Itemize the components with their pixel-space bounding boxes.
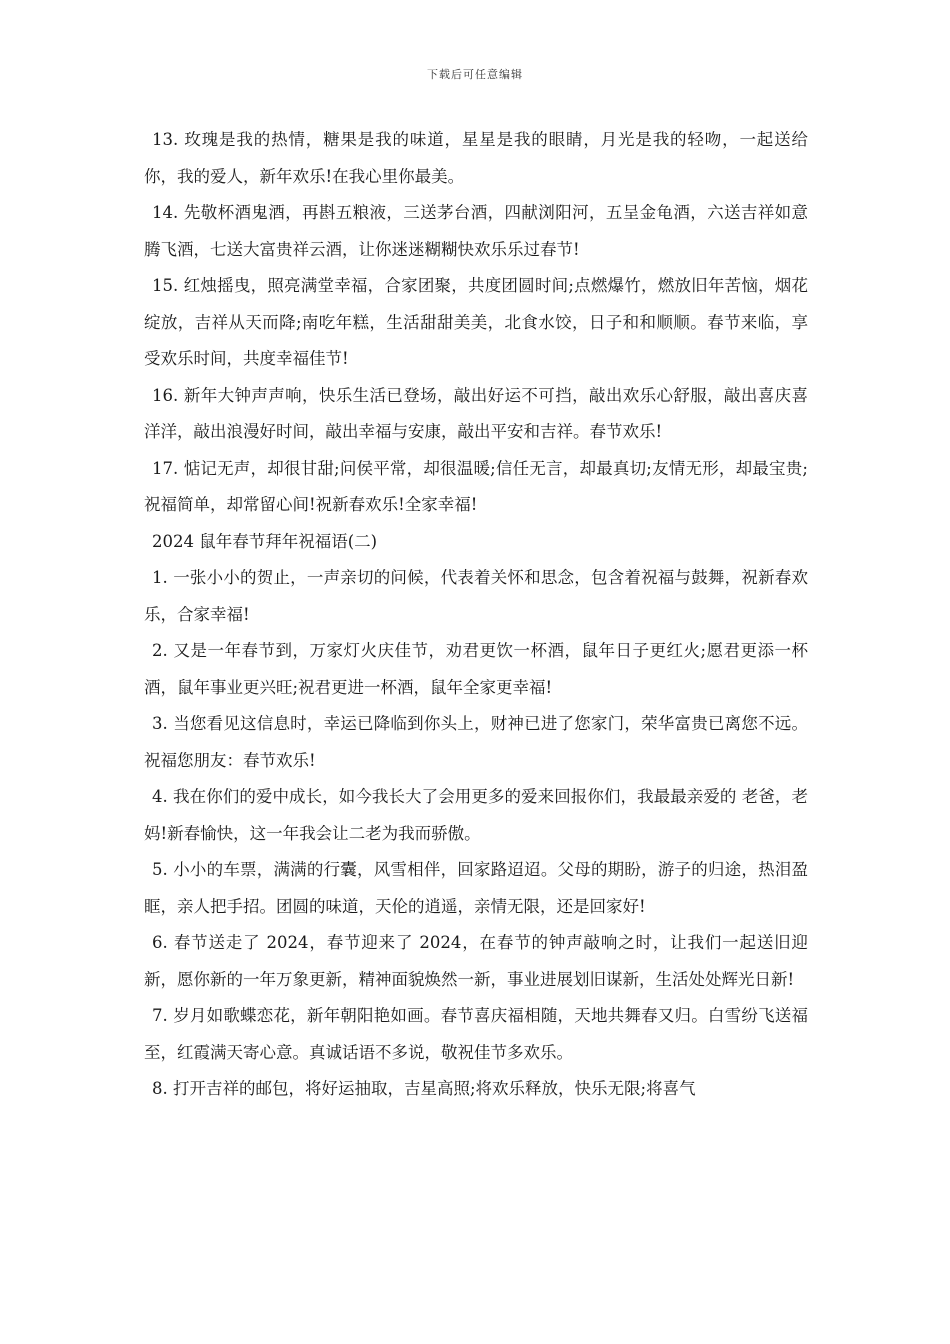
paragraph-4: 4. 我在你们的爱中成长，如今我长大了会用更多的爱来回报你们，我最最亲爱的 老爸，老妈!新春愉快，这一年我会让二老为我而骄傲。: [144, 787, 808, 843]
paragraph-5: 5. 小小的车票，满满的行囊，风雪相伴，回家路迢迢。父母的期盼，游子的归途，热泪盈眶，亲人把手招。团圆的味道，天伦的逍遥，亲情无限，还是回家好!: [144, 860, 808, 916]
paragraph-17: 17. 惦记无声，却很甘甜;问侯平常，却很温暖;信任无言，却最真切;友情无形，却最宝贵;祝福简单，却常留心间!祝新春欢乐!全家幸福!: [144, 458, 808, 514]
paragraph-14: 14. 先敬杯酒鬼酒，再斟五粮液，三送茅台酒，四献浏阳河，五呈金龟酒，六送吉祥如意腾飞酒，七送大富贵祥云酒，让你迷迷糊糊快欢乐乐过春节!: [144, 203, 808, 259]
document-body: [144, 122, 808, 1108]
paragraph-15: 15. 红烛摇曳，照亮满堂幸福，合家团聚，共度团圆时间;点燃爆竹，燃放旧年苦恼，烟花绽放，吉祥从天而降;南吃年糕，生活甜甜美美，北食水饺，日子和和顺顺。春节来临，享受欢乐时间，共度幸福佳节!: [144, 276, 808, 368]
paragraph-13: 13. 玫瑰是我的热情，糖果是我的味道，星星是我的眼睛，月光是我的轻吻，一起送给你，我的爱人，新年欢乐!在我心里你最美。: [144, 130, 808, 186]
paragraph-16: 16. 新年大钟声声响，快乐生活已登场，敲出好运不可挡，敲出欢乐心舒服，敲出喜庆喜洋洋，敲出浪漫好时间，敲出幸福与安康，敲出平安和吉祥。春节欢乐!: [144, 385, 808, 441]
header-note: 下载后可任意编辑: [427, 68, 523, 81]
paragraph-2: 2. 又是一年春节到，万家灯火庆佳节，劝君更饮一杯酒，鼠年日子更红火;愿君更添一杯酒，鼠年事业更兴旺;祝君更进一杯酒，鼠年全家更幸福!: [144, 641, 808, 697]
paragraph-3: 3. 当您看见这信息时，幸运已降临到你头上，财神已进了您家门，荣华富贵已离您不远。祝福您朋友：春节欢乐!: [144, 714, 808, 770]
paragraph-6: 6. 春节送走了 2024，春节迎来了 2024，在春节的钟声敲响之时，让我们一起送旧迎新，愿你新的一年万象更新，精神面貌焕然一新，事业进展划旧谋新，生活处处辉光日新!: [144, 933, 808, 989]
section-title: 2024 鼠年春节拜年祝福语(二): [152, 531, 378, 551]
paragraph-7: 7. 岁月如歌蝶恋花，新年朝阳艳如画。春节喜庆福相随，天地共舞春又归。白雪纷飞送福至，红霞满天寄心意。真诚话语不多说，敬祝佳节多欢乐。: [144, 1006, 808, 1062]
paragraph-1: 1. 一张小小的贺止，一声亲切的问候，代表着关怀和思念，包含着祝福与鼓舞，祝新春欢乐，合家幸福!: [144, 568, 808, 624]
paragraph-8: 8. 打开吉祥的邮包，将好运抽取，吉星高照;将欢乐释放，快乐无限;将喜气: [152, 1079, 696, 1098]
